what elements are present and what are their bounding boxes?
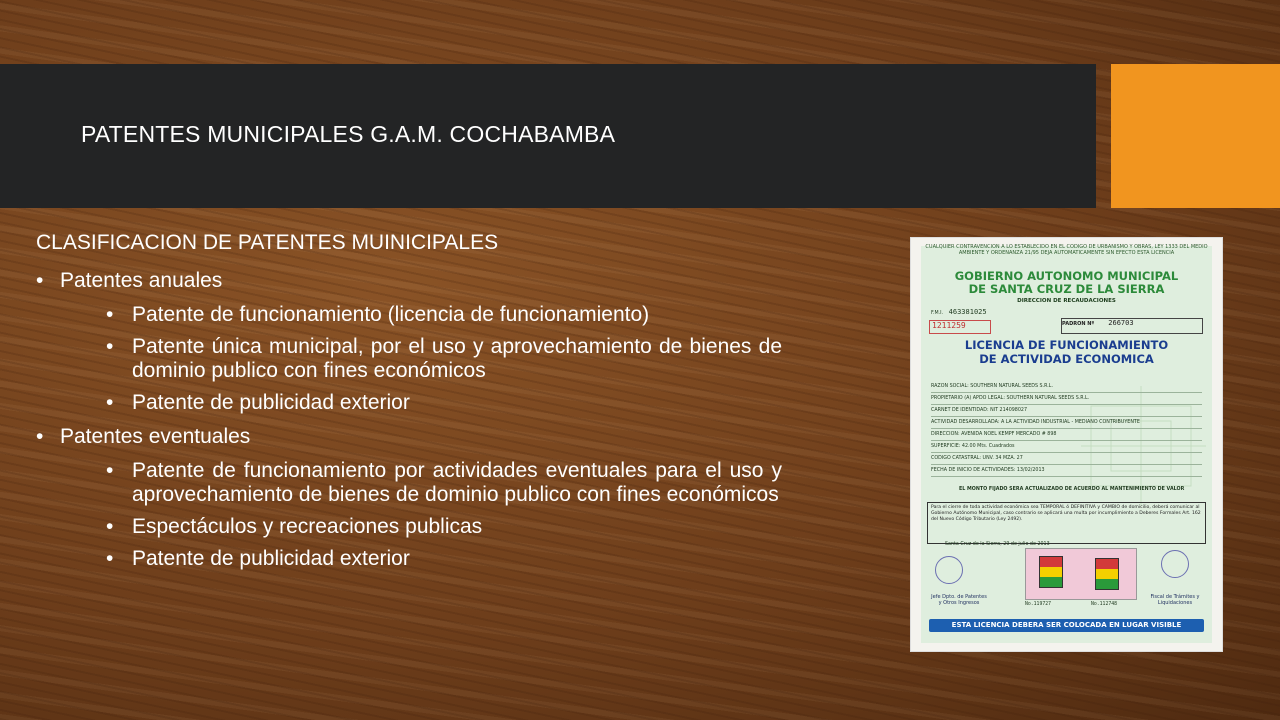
license-title-line-2: DE ACTIVIDAD ECONOMICA <box>979 352 1154 366</box>
serial-a: No.119727 <box>1025 602 1051 607</box>
fmi-row <box>931 308 987 316</box>
list-item: • Patente de publicidad exterior <box>106 547 782 571</box>
license-top-notice: CUALQUIER CONTRAVENCION A LO ESTABLECIDO EN EL CODIGO DE URBANISMO Y OBRAS, LEY 1333 DEL MEDIO AMBIENTE Y ORDENANZA 21/95 DEJA AUTOMATICAMENTE SIN EFECTO ESTA LICENCIA <box>925 244 1208 256</box>
field-direccion: DIRECCION: AVENIDA NOEL KEMPF MERCADO # 898 <box>931 432 1057 437</box>
list-item: • Patente de funcionamiento por actividades eventuales para el uso y aprovechamiento de bienes de dominio publico con fines económicos <box>106 459 782 507</box>
list-item: • Patente de funcionamiento (licencia de funcionamiento) <box>106 303 782 327</box>
divider <box>931 476 1202 477</box>
field-fecha-inicio: FECHA DE INICIO DE ACTIVIDADES: 13/02/2013 <box>931 468 1045 473</box>
place-date: Santa Cruz de la Sierra, 29 de julio de 2013 <box>945 542 1050 547</box>
closure-notice-box: Para el cierre de toda actividad económica sea TEMPORAL ó DEFINITIVA y CAMBIO de domicilio, deberá comunicar al Gobierno Autónomo Municipal, caso contrario se aplicará una multa por incumplimiento a Deberes Formales Art. 162 del Nuevo Código Tributario (Ley 2492). <box>927 502 1206 544</box>
divider <box>931 392 1202 393</box>
field-razon-social: RAZON SOCIAL: SOUTHERN NATURAL SEEDS S.R.L. <box>931 384 1053 389</box>
org-line-1: GOBIERNO AUTONOMO MUNICIPAL <box>954 269 1179 283</box>
divider <box>931 452 1202 453</box>
accent-block <box>1111 64 1280 208</box>
fmi-label: F.M.I. <box>931 311 944 316</box>
license-number: 1211259 <box>929 320 991 334</box>
divider <box>931 416 1202 417</box>
field-actividad: ACTIVIDAD DESARROLLADA: A LA ACTIVIDAD INDUSTRIAL - MEDIANO CONTRIBUYENTE <box>931 420 1140 425</box>
list-item: • Patente de publicidad exterior <box>106 391 782 415</box>
padron-box <box>1061 318 1203 334</box>
divider <box>931 464 1202 465</box>
fmi-value: 463381025 <box>948 308 987 316</box>
license-title-line-1: LICENCIA DE FUNCIONAMIENTO <box>964 338 1169 352</box>
list-item-eventual <box>36 425 782 571</box>
stamp-left <box>935 556 963 584</box>
org-line-2: DE SANTA CRUZ DE LA SIERRA <box>968 282 1165 296</box>
section-heading: CLASIFICACION DE PATENTES MUINICIPALES <box>36 231 499 254</box>
annual-sublist <box>60 303 782 415</box>
group-label: • Patentes eventuales <box>60 425 251 448</box>
field-codigo-catastral: CODIGO CATASTRAL: UNV. 34 MZA. 27 <box>931 456 1023 461</box>
field-superficie: SUPERFICIE: 42.00 Mts. Cuadrados <box>931 444 1015 449</box>
license-office: DIRECCION DE RECAUDACIONES <box>1017 298 1116 304</box>
field-propietario: PROPIETARIO (A) APDO LEGAL: SOUTHERN NATURAL SEEDS S.R.L. <box>931 396 1090 401</box>
group-label: • Patentes anuales <box>60 269 223 292</box>
eventual-sublist <box>60 459 782 571</box>
coat-of-arms-right <box>1095 558 1119 590</box>
padron-value: 266703 <box>1108 319 1134 327</box>
slide-title: PATENTES MUNICIPALES G.A.M. COCHABAMBA <box>81 121 616 147</box>
serial-b: No.112748 <box>1091 602 1117 607</box>
signature-left-caption: Jefe Dpto. de Patentes y Otros Ingresos <box>931 594 987 606</box>
coat-of-arms-left <box>1039 556 1063 588</box>
signature-right-caption: Fiscal de Trámites y Liquidaciones <box>1150 594 1200 606</box>
list-item: • Patente única municipal, por el uso y aprovechamiento de bienes de dominio publico con fines económicos <box>106 335 782 383</box>
list-item-annual <box>36 269 782 415</box>
valor-note: EL MONTO FIJADO SERA ACTUALIZADO DE ACUERDO AL MANTENIMIENTO DE VALOR <box>959 487 1185 492</box>
divider <box>931 428 1202 429</box>
divider <box>931 440 1202 441</box>
field-carnet: CARNET DE IDENTIDAD: NIT 214098027 <box>931 408 1028 413</box>
license-title <box>911 338 1222 366</box>
stamp-right <box>1161 550 1189 578</box>
divider <box>931 404 1202 405</box>
padron-label: PADRON Nº <box>1062 321 1095 327</box>
license-document-image <box>911 238 1222 651</box>
slide-content <box>36 231 782 581</box>
classification-list <box>36 269 782 571</box>
license-org-name <box>925 270 1208 296</box>
list-item: • Espectáculos y recreaciones publicas <box>106 515 782 539</box>
license-bottom-banner: ESTA LICENCIA DEBERA SER COLOCADA EN LUGAR VISIBLE <box>929 619 1204 632</box>
